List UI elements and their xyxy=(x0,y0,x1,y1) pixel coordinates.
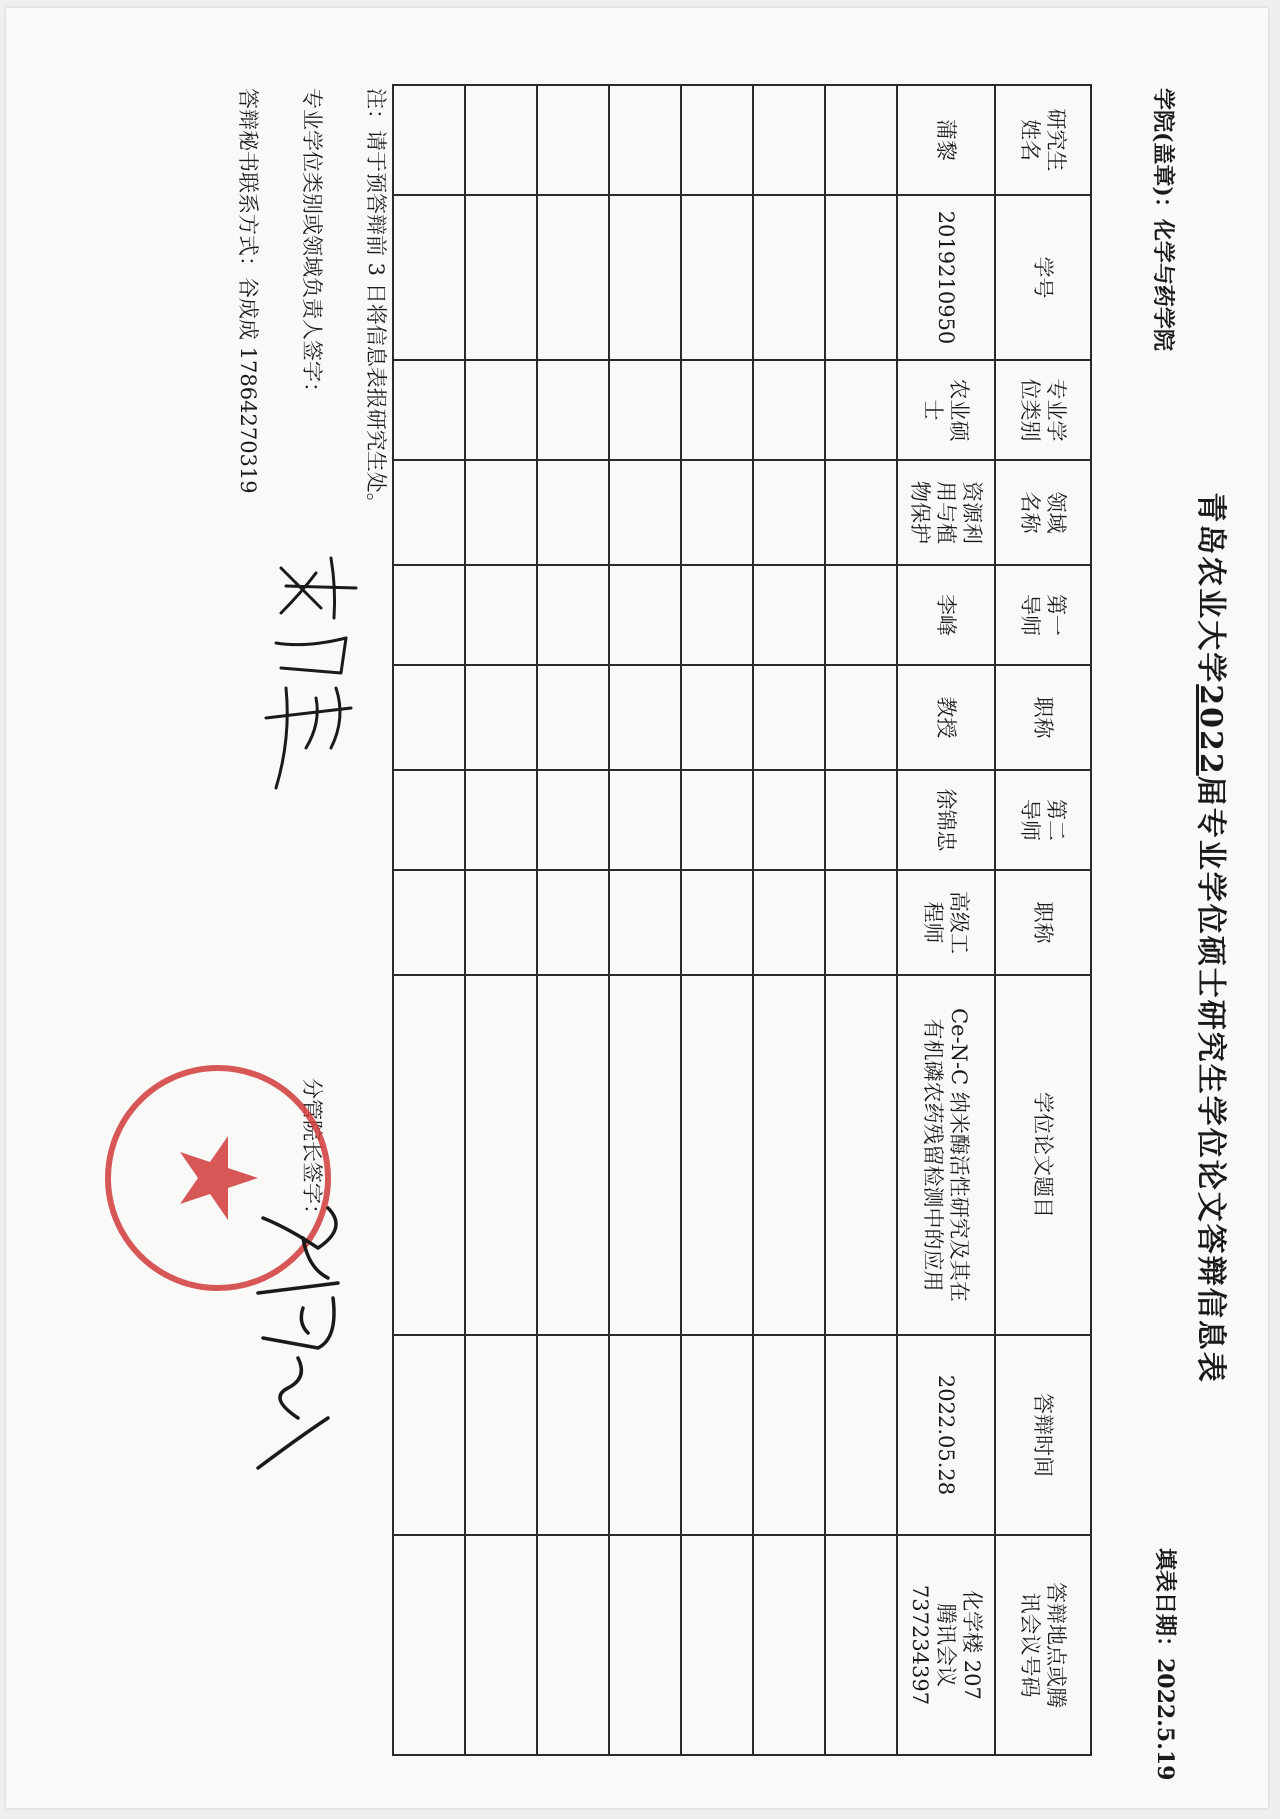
cell-text: 高级工 xyxy=(947,891,972,954)
table-row xyxy=(995,85,1091,1755)
table-row xyxy=(897,85,995,1755)
cell-text: 位类别 xyxy=(1018,378,1042,442)
table-cell xyxy=(897,565,995,665)
table-cell xyxy=(995,565,1091,665)
fill-date: 填表日期：2022.5.19 xyxy=(1152,1548,1178,1781)
cell-text: 专业学 xyxy=(1044,378,1069,442)
empty-cell xyxy=(681,460,753,565)
empty-cell xyxy=(537,460,609,565)
cell-text: 职称 xyxy=(1031,901,1056,944)
cell-text: 2022.05.28 xyxy=(934,1374,959,1496)
cell-text: 士 xyxy=(921,399,945,421)
cell-text: 第二 xyxy=(1044,799,1069,841)
empty-cell xyxy=(681,975,753,1335)
cell-text: 讯会议号码 xyxy=(1018,1592,1042,1698)
table-cell xyxy=(995,1535,1091,1755)
note-line: 注：请于预答辩前 3 日将信息表报研究生处。 xyxy=(364,88,388,514)
empty-cell xyxy=(537,195,609,360)
empty-cell xyxy=(681,360,753,460)
empty-cell xyxy=(465,460,537,565)
cell-text: 学号 xyxy=(1031,256,1056,299)
cell-text: 答辩时间 xyxy=(1031,1393,1056,1477)
empty-cell xyxy=(537,565,609,665)
cell-text: 徐锦忠 xyxy=(934,788,959,852)
empty-cell xyxy=(681,195,753,360)
empty-cell xyxy=(825,1535,897,1755)
cell-text: 737234397 xyxy=(907,1584,932,1706)
cell-text: 教授 xyxy=(934,696,959,739)
empty-cell xyxy=(465,1335,537,1535)
empty-row xyxy=(681,85,753,1755)
empty-cell xyxy=(609,360,681,460)
table-cell xyxy=(897,85,995,195)
cell-text: 姓名 xyxy=(1018,119,1042,161)
cell-text: 用与植 xyxy=(934,481,959,544)
empty-cell xyxy=(825,460,897,565)
empty-cell xyxy=(465,975,537,1335)
empty-cell xyxy=(465,565,537,665)
empty-cell xyxy=(681,870,753,975)
cell-text: 有机磷农药残留检测中的应用 xyxy=(921,1018,945,1292)
table-cell xyxy=(995,85,1091,195)
cell-text: 资源利 xyxy=(960,481,985,544)
empty-cell xyxy=(681,1535,753,1755)
empty-row xyxy=(753,85,825,1755)
table-cell xyxy=(897,195,995,360)
empty-cell xyxy=(537,870,609,975)
empty-cell xyxy=(609,195,681,360)
info-table xyxy=(392,84,1092,1756)
cell-text: 学位论文题目 xyxy=(1031,1092,1056,1218)
empty-cell xyxy=(609,1335,681,1535)
cell-text: 农业硕 xyxy=(947,378,972,442)
table-cell xyxy=(995,870,1091,975)
empty-cell xyxy=(609,565,681,665)
empty-row xyxy=(465,85,537,1755)
empty-cell xyxy=(825,770,897,870)
empty-cell xyxy=(609,770,681,870)
empty-row xyxy=(537,85,609,1755)
cell-text: 2019210950 xyxy=(934,210,959,345)
table-cell xyxy=(897,460,995,565)
empty-cell xyxy=(537,770,609,870)
empty-cell xyxy=(465,770,537,870)
empty-cell xyxy=(393,1535,465,1755)
cell-text: 答辩地点或腾 xyxy=(1044,1582,1069,1708)
cell-text: 物保护 xyxy=(907,481,932,544)
cell-text: 研究生 xyxy=(1044,108,1069,172)
empty-row xyxy=(609,85,681,1755)
empty-cell xyxy=(537,360,609,460)
table-cell xyxy=(995,665,1091,770)
empty-cell xyxy=(537,665,609,770)
empty-cell xyxy=(825,195,897,360)
cell-text: 职称 xyxy=(1031,696,1056,739)
empty-cell xyxy=(825,665,897,770)
empty-cell xyxy=(537,85,609,195)
empty-cell xyxy=(753,870,825,975)
empty-cell xyxy=(609,975,681,1335)
cell-text: 李峰 xyxy=(934,594,959,636)
cell-text: 第一 xyxy=(1044,594,1069,636)
cell-text: 程师 xyxy=(921,901,945,944)
empty-cell xyxy=(537,1535,609,1755)
cell-text: 导师 xyxy=(1018,594,1042,636)
empty-cell xyxy=(753,665,825,770)
table-cell xyxy=(897,870,995,975)
empty-cell xyxy=(537,1335,609,1535)
empty-cell xyxy=(681,85,753,195)
empty-cell xyxy=(609,85,681,195)
empty-cell xyxy=(753,770,825,870)
empty-cell xyxy=(465,195,537,360)
empty-cell xyxy=(465,360,537,460)
empty-cell xyxy=(465,870,537,975)
table-cell xyxy=(897,975,995,1335)
table-cell xyxy=(897,770,995,870)
signature-category-head xyxy=(256,548,376,808)
empty-row xyxy=(825,85,897,1755)
table-cell xyxy=(995,195,1091,360)
dean-sign-label: 分管院长签字： xyxy=(300,1078,324,1225)
empty-cell xyxy=(753,85,825,195)
empty-cell xyxy=(681,565,753,665)
empty-cell xyxy=(609,665,681,770)
empty-cell xyxy=(825,975,897,1335)
empty-cell xyxy=(609,1535,681,1755)
cell-text: 蒲黎 xyxy=(934,119,959,161)
cell-text: 化学楼 207 xyxy=(960,1590,985,1700)
empty-cell xyxy=(825,1335,897,1535)
cell-text: 名称 xyxy=(1018,491,1042,534)
table-cell xyxy=(897,1335,995,1535)
table-cell xyxy=(995,360,1091,460)
empty-cell xyxy=(681,1335,753,1535)
empty-cell xyxy=(825,565,897,665)
empty-cell xyxy=(465,1535,537,1755)
title-prefix: 青岛农业大学 xyxy=(1193,492,1228,685)
empty-cell xyxy=(681,770,753,870)
table-cell xyxy=(995,460,1091,565)
table-cell xyxy=(897,1535,995,1755)
secretary-contact-line: 答辩秘书联系方式：谷成成 17864270319 xyxy=(236,88,260,494)
title-suffix: 届专业学位硕士研究生学位论文答辩信息表 xyxy=(1193,775,1228,1384)
empty-cell xyxy=(753,460,825,565)
table-cell xyxy=(995,1335,1091,1535)
college-label: 学院(盖章)：化学与药学院 xyxy=(1150,88,1176,351)
empty-cell xyxy=(609,870,681,975)
category-head-sign-line: 专业学位类别或领域负责人签字： xyxy=(300,88,324,403)
rotated-page xyxy=(6,8,1268,1808)
title-year: 2022 xyxy=(1193,684,1228,776)
empty-cell xyxy=(753,975,825,1335)
cell-text: 导师 xyxy=(1018,799,1042,841)
cell-text: Ce-N-C 纳米酶活性研究及其在 xyxy=(947,1008,972,1302)
empty-cell xyxy=(753,565,825,665)
empty-cell xyxy=(825,85,897,195)
empty-cell xyxy=(753,195,825,360)
empty-cell xyxy=(753,1535,825,1755)
cell-text: 领域 xyxy=(1044,491,1069,534)
table-cell xyxy=(995,975,1091,1335)
empty-cell xyxy=(465,85,537,195)
empty-cell xyxy=(537,975,609,1335)
empty-cell xyxy=(825,360,897,460)
page-title xyxy=(1192,488,1236,1388)
empty-cell xyxy=(753,360,825,460)
empty-cell xyxy=(825,870,897,975)
empty-cell xyxy=(753,1335,825,1535)
empty-cell xyxy=(609,460,681,565)
table-cell xyxy=(995,770,1091,870)
document-page xyxy=(6,8,1268,1808)
empty-cell xyxy=(465,665,537,770)
signature-dean xyxy=(238,1198,358,1478)
empty-cell xyxy=(681,665,753,770)
table-cell xyxy=(897,360,995,460)
table-cell xyxy=(897,665,995,770)
cell-text: 腾讯会议 xyxy=(934,1603,959,1687)
